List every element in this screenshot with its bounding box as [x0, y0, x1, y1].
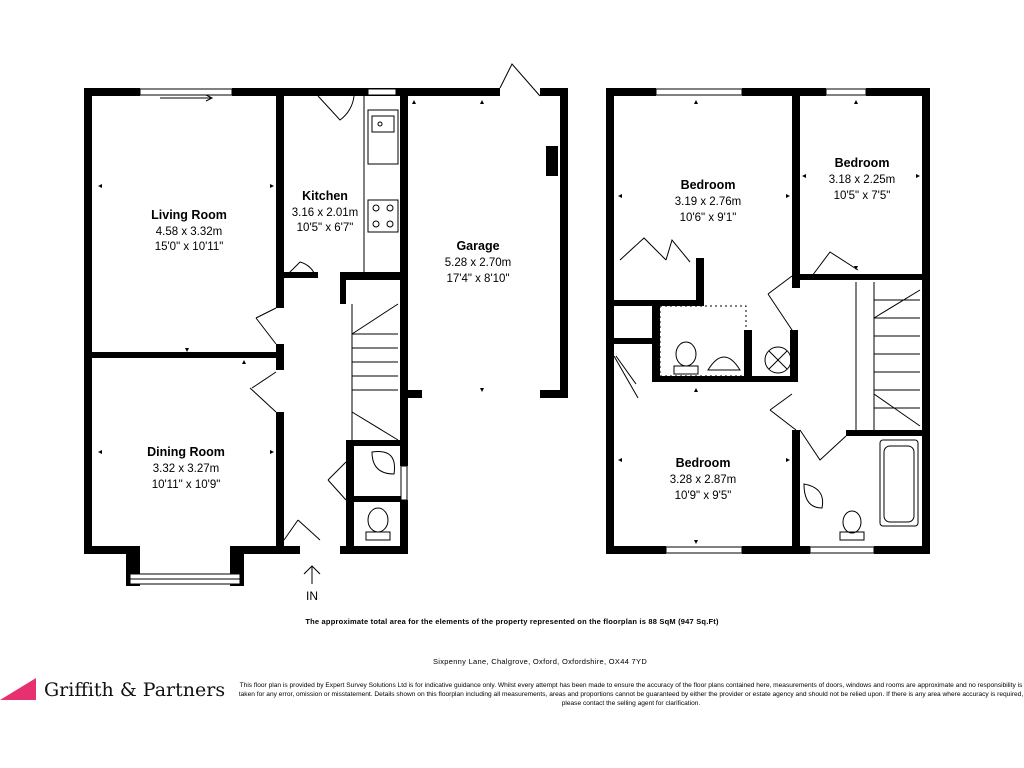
ground-wc	[366, 451, 395, 540]
ground-floor-windows	[130, 89, 407, 584]
disclaimer: This floor plan is provided by Expert Survey Solutions Ltd is for indicative guidance only. Whilst every attempt has been made to ensure the accuracy of the floor plans contained here, measurements of doors, windows and rooms are approximate and no responsibility is taken for any error, omission or misstatement. Details shown on this floorplan including all measurements, areas and proportions cannot be guaranteed by either the provider or estate agency and should not be relied upon. If there is any area where accuracy is required, please contact the selling agent for clarification.	[238, 682, 1024, 707]
first-floor-stairs	[856, 282, 920, 430]
brand	[0, 676, 225, 704]
first-floor-fixtures	[660, 306, 918, 540]
room-label-dining	[147, 445, 225, 491]
room-label-living	[151, 208, 227, 253]
bedroom-3-name: Bedroom	[675, 456, 731, 470]
living-room-name: Living Room	[151, 208, 227, 222]
bedroom-1-imperial: 10'6" x 9'1"	[679, 212, 737, 224]
kitchen-imperial: 10'5" x 6'7"	[296, 222, 354, 234]
dining-room-metric: 3.32 x 3.27m	[152, 463, 220, 475]
room-label-bedroom-1	[675, 178, 741, 224]
first-floor-doors	[614, 238, 858, 460]
room-label-bedroom-2	[829, 156, 895, 202]
dining-room-imperial: 10'11" x 10'9"	[151, 479, 221, 491]
bedroom-2-metric: 3.18 x 2.25m	[828, 174, 896, 186]
garage-imperial: 17'4" x 8'10"	[446, 273, 510, 285]
kitchen-metric: 3.16 x 2.01m	[291, 207, 359, 219]
kitchen-units	[364, 96, 398, 272]
bedroom-1-metric: 3.19 x 2.76m	[674, 196, 742, 208]
entrance-arrow-icon	[304, 566, 320, 584]
garage-metric: 5.28 x 2.70m	[444, 257, 512, 269]
garage-name: Garage	[456, 239, 500, 253]
entrance-label: IN	[306, 589, 318, 603]
bedroom-2-name: Bedroom	[834, 156, 890, 170]
kitchen-name: Kitchen	[302, 189, 348, 203]
room-label-bedroom-3	[670, 456, 736, 502]
brand-logo-icon	[0, 678, 36, 702]
bedroom-3-metric: 3.28 x 2.87m	[669, 474, 737, 486]
total-area-note: The approximate total area for the elements of the property represented on the floorplan is 88 SqM (947 Sq.Ft)	[305, 617, 719, 626]
ground-stairs	[352, 304, 398, 440]
brand-name: Griffith & Partners	[44, 679, 226, 701]
bedroom-1-name: Bedroom	[680, 178, 736, 192]
living-room-imperial: 15'0" x 10'11"	[154, 241, 224, 253]
room-label-kitchen	[292, 189, 358, 234]
bedroom-3-imperial: 10'9" x 9'5"	[674, 490, 732, 502]
dining-room-name: Dining Room	[147, 445, 225, 459]
property-address: Sixpenny Lane, Chalgrove, Oxford, Oxfordshire, OX44 7YD	[432, 657, 648, 666]
living-room-metric: 4.58 x 3.32m	[155, 226, 223, 238]
bedroom-2-imperial: 10'5" x 7'5"	[833, 190, 891, 202]
sliding-door	[160, 95, 212, 101]
room-label-garage	[445, 239, 511, 285]
ground-floor	[84, 88, 568, 586]
